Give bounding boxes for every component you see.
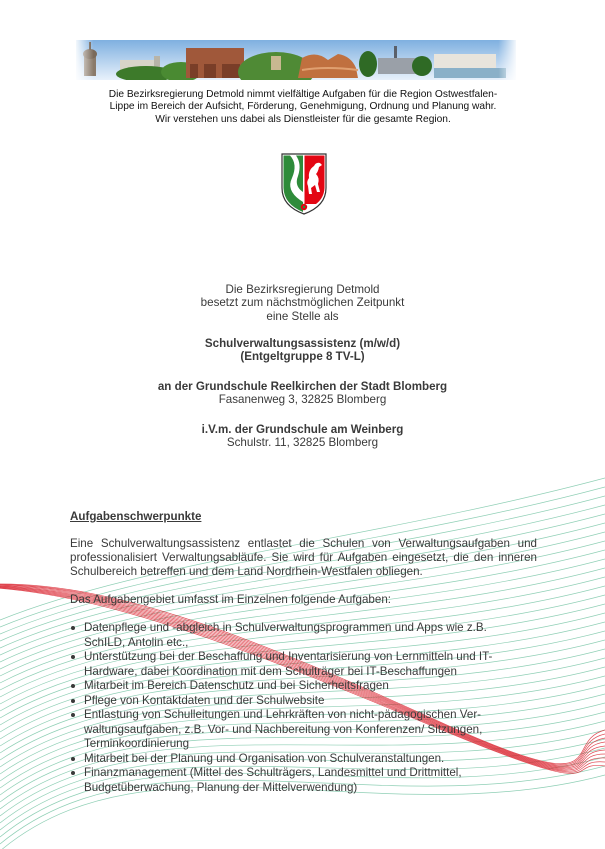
landmarks-banner [76,40,516,80]
nrw-coat-of-arms-icon [280,152,328,216]
bullet-icon [71,757,75,761]
announcement-line: eine Stelle als [266,309,339,323]
bullet-icon [71,713,75,717]
intro-line: Wir verstehen uns dabei als Dienstleister für die gesamte Region. [155,113,451,125]
pay-grade: (Entgeltgruppe 8 TV-L) [240,350,365,364]
intro-line: Lippe im Bereich der Aufsicht, Förderung, Genehmigung, Ordnung und Planung wahr. [109,101,497,113]
announcement [100,283,505,323]
position-title: Schulverwaltungsassistenz (m/w/d) [204,337,401,350]
intro-text [70,89,536,126]
bullet-icon [71,771,75,775]
task-item: Datenpflege und -abgleich in Schulverwaltungsprogrammen und Apps wie z.B. SchILD, Antolin etc., [70,621,537,650]
section-paragraph: Eine Schulverwaltungsassistenz entlastet die Schulen von Verwaltungsaufgaben und professionalisiert Verwaltungsabläufe. Sie wird für Aufgaben eingesetzt, die den inneren Schulbereich betreffen und dem Land Nordrhein-Westfalen obliegen. [70,537,537,578]
announcement-line: besetzt zum nächstmöglichen Zeitpunkt [200,296,405,310]
banner-image [76,40,516,80]
task-item: Mitarbeit bei der Planung und Organisation von Schulveranstaltungen. [70,752,537,767]
school1-name: an der Grundschule Reelkirchen der Stadt Blomberg [157,380,448,393]
list-intro: Das Aufgabengebiet umfasst im Einzelnen folgende Aufgaben: [70,593,391,606]
task-item: Mitarbeit im Bereich Datenschutz und bei Sicherheitsfragen [70,679,537,694]
task-list [70,621,537,795]
intro-line: Die Bezirksregierung Detmold nimmt vielfältige Aufgaben für die Region Ostwestfalen- [108,89,498,100]
school1-block [100,380,505,407]
task-item: Pflege von Kontaktdaten und der Schulwebsite [70,694,537,709]
task-item: Unterstützung bei der Beschaffung und Inventarisierung von Lernmitteln und IT- Hardware, dabei Koordination mit dem Schulträger bei IT-Beschaffungen [70,650,537,679]
position-block [100,337,505,364]
school2-name: i.V.m. der Grundschule am Weinberg [201,423,404,436]
task-item: Finanzmanagement (Mittel des Schulträgers, Landesmittel und Drittmittel, Budgetüberwachung, Planung der Mittelverwendung) [70,766,537,795]
school2-address: Schulstr. 11, 32825 Blomberg [226,436,379,450]
school1-address: Fasanenweg 3, 32825 Blomberg [218,393,387,407]
bullet-icon [71,684,75,688]
bullet-icon [71,699,75,703]
task-list-container [70,621,537,795]
bullet-icon [71,626,75,630]
bullet-icon [71,655,75,659]
school2-block [100,423,505,450]
task-item: Entlastung von Schulleitungen und Lehrkräften von nicht-pädagogischen Ver- waltungsaufgaben, z.B. Vor- und Nachbereitung von Konferenzen/ Sitzungen, Terminkoordinierung [70,708,537,752]
announcement-line: Die Bezirksregierung Detmold [225,283,380,296]
section-heading: Aufgabenschwerpunkte [70,510,202,523]
section-heading-block [70,510,537,524]
